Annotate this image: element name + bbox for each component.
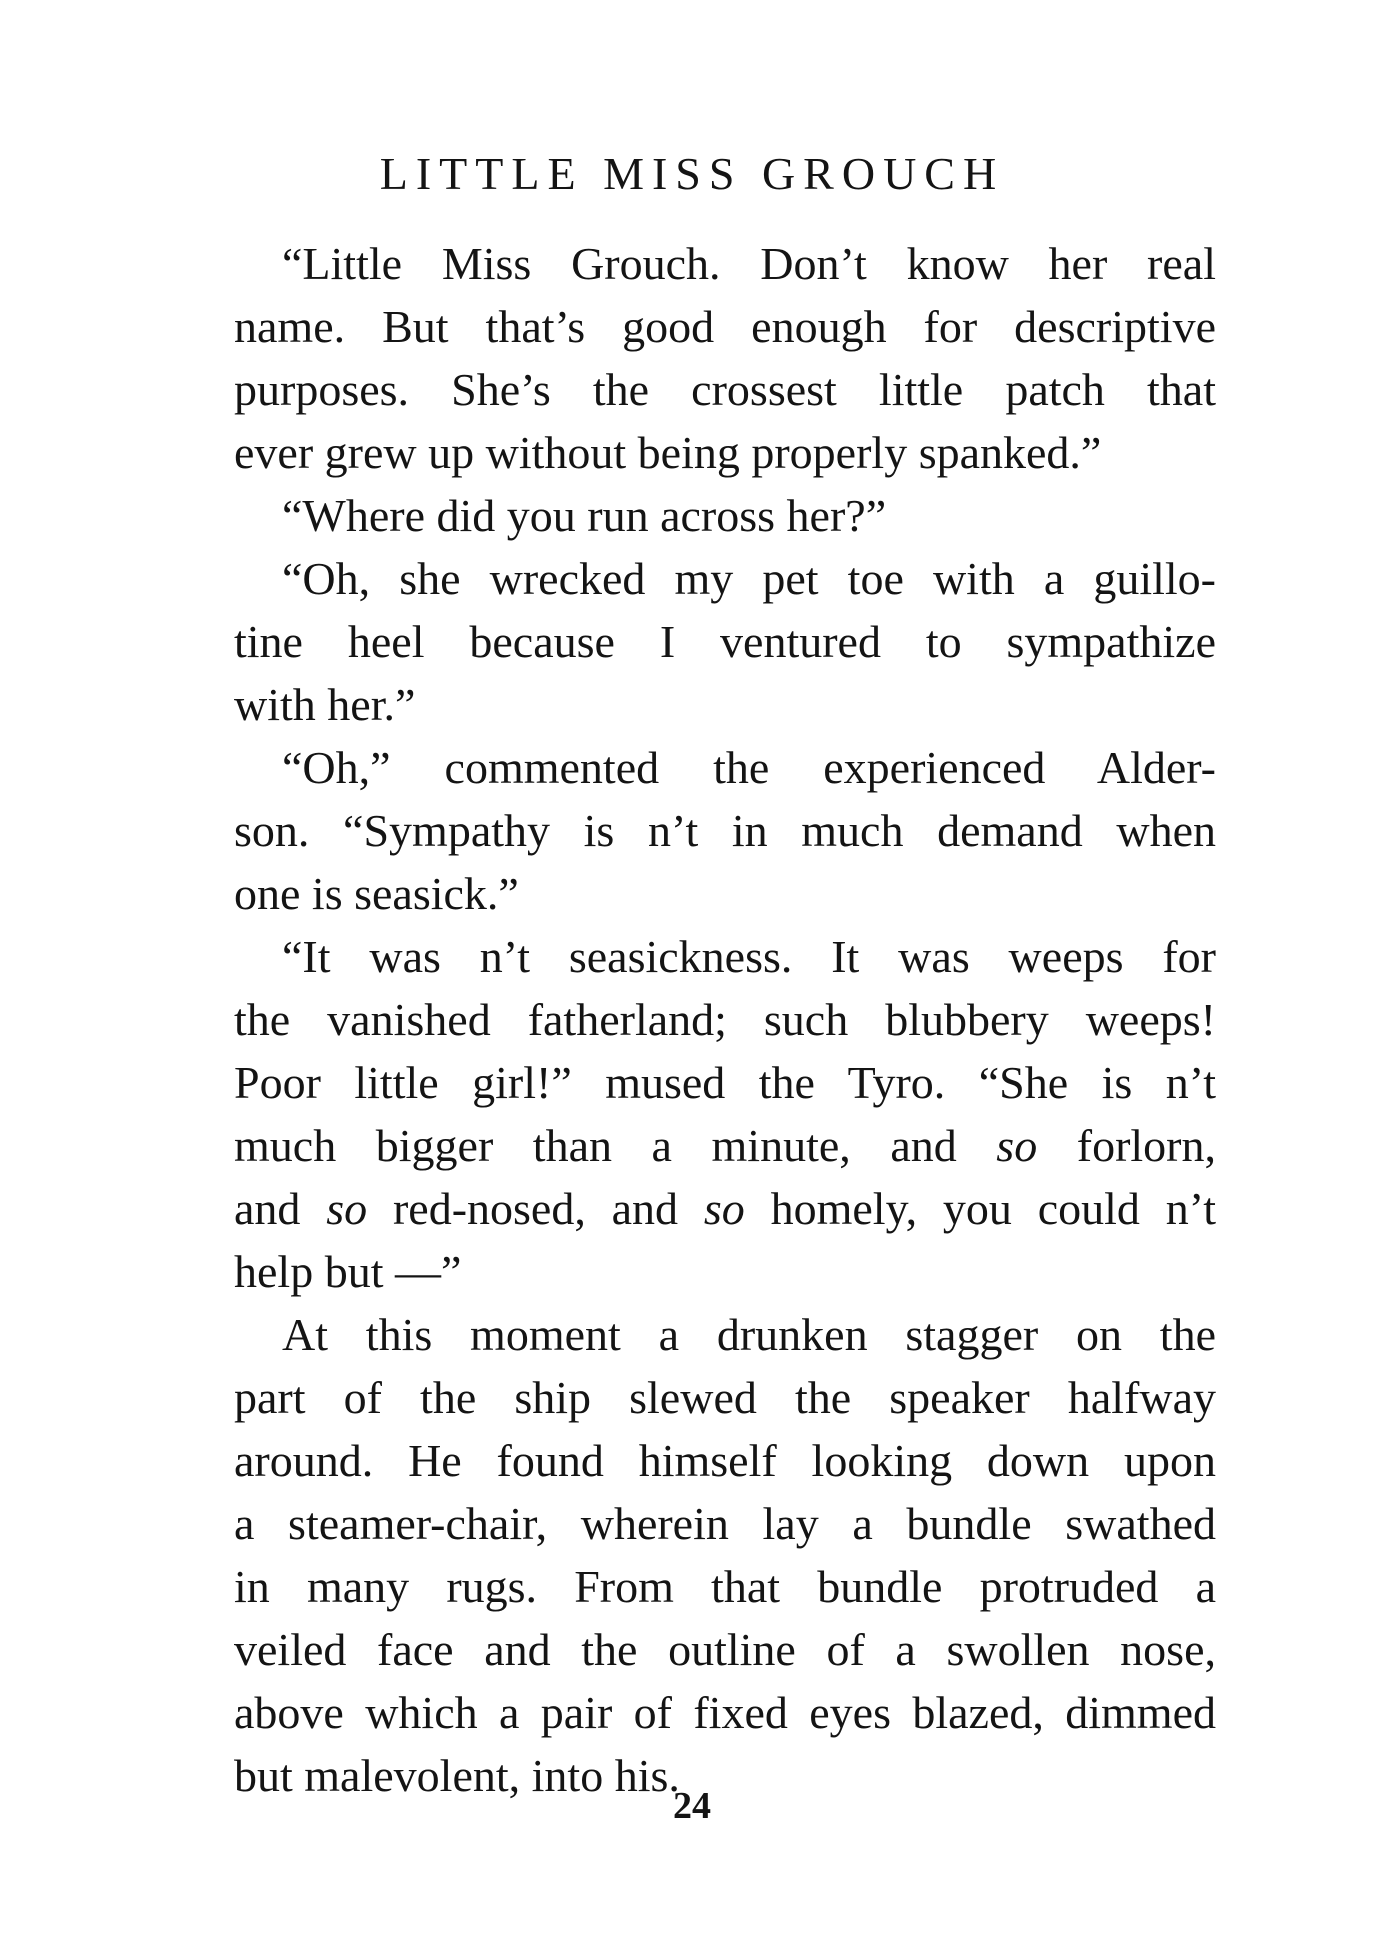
text-line: “Oh, she wrecked my pet toe with a guillo- [282, 553, 1216, 604]
paragraph [234, 736, 1216, 925]
text-line: Poor little girl!” mused the Tyro. “She is n’t [234, 1057, 1216, 1108]
text-line [234, 1114, 1216, 1177]
text-run: red-nosed, and [392, 1183, 679, 1234]
text-line: part of the ship slewed the speaker halfway [234, 1372, 1216, 1423]
italic-emphasis: so [996, 1120, 1038, 1171]
text-line: “It was n’t seasickness. It was weeps for [282, 931, 1216, 982]
text-run: homely, you could n’t [770, 1183, 1216, 1234]
text-line: “Little Miss Grouch. Don’t know her real [282, 238, 1216, 289]
body-text [234, 232, 1216, 1807]
text-line: but malevolent, into his. [234, 1750, 680, 1801]
text-line: around. He found himself looking down upon [234, 1435, 1216, 1486]
text-line: with her.” [234, 679, 416, 730]
text-line [234, 1177, 1216, 1240]
text-line: name. But that’s good enough for descriptive [234, 301, 1216, 352]
italic-emphasis: so [703, 1183, 745, 1234]
paragraph [234, 925, 1216, 1303]
text-run: forlorn, [1076, 1120, 1216, 1171]
paragraph [234, 547, 1216, 736]
paragraph [234, 1303, 1216, 1807]
paragraph [234, 232, 1216, 484]
page-number: 24 [673, 1785, 711, 1827]
text-line: the vanished fatherland; such blubbery weeps! [234, 994, 1216, 1045]
running-head: LITTLE MISS GROUCH [379, 148, 1005, 199]
text-run: much bigger than a minute, and [234, 1120, 957, 1171]
text-line: At this moment a drunken stagger on the [282, 1309, 1216, 1360]
text-line: “Oh,” commented the experienced Alder- [282, 742, 1216, 793]
text-line: a steamer-chair, wherein lay a bundle swathed [234, 1498, 1216, 1549]
text-line: “Where did you run across her?” [282, 490, 887, 541]
paragraph [234, 484, 1216, 547]
text-line: tine heel because I ventured to sympathize [234, 616, 1216, 667]
text-line: veiled face and the outline of a swollen nose, [234, 1624, 1216, 1675]
text-line: son. “Sympathy is n’t in much demand when [234, 805, 1216, 856]
italic-emphasis: so [326, 1183, 368, 1234]
text-line: above which a pair of fixed eyes blazed, dimmed [234, 1687, 1216, 1738]
text-line: purposes. She’s the crossest little patch that [234, 364, 1216, 415]
text-run: and [234, 1183, 301, 1234]
text-line: ever grew up without being properly spanked.” [234, 427, 1102, 478]
text-line: in many rugs. From that bundle protruded a [234, 1561, 1216, 1612]
text-line: one is seasick.” [234, 868, 519, 919]
text-line: help but —” [234, 1246, 462, 1297]
